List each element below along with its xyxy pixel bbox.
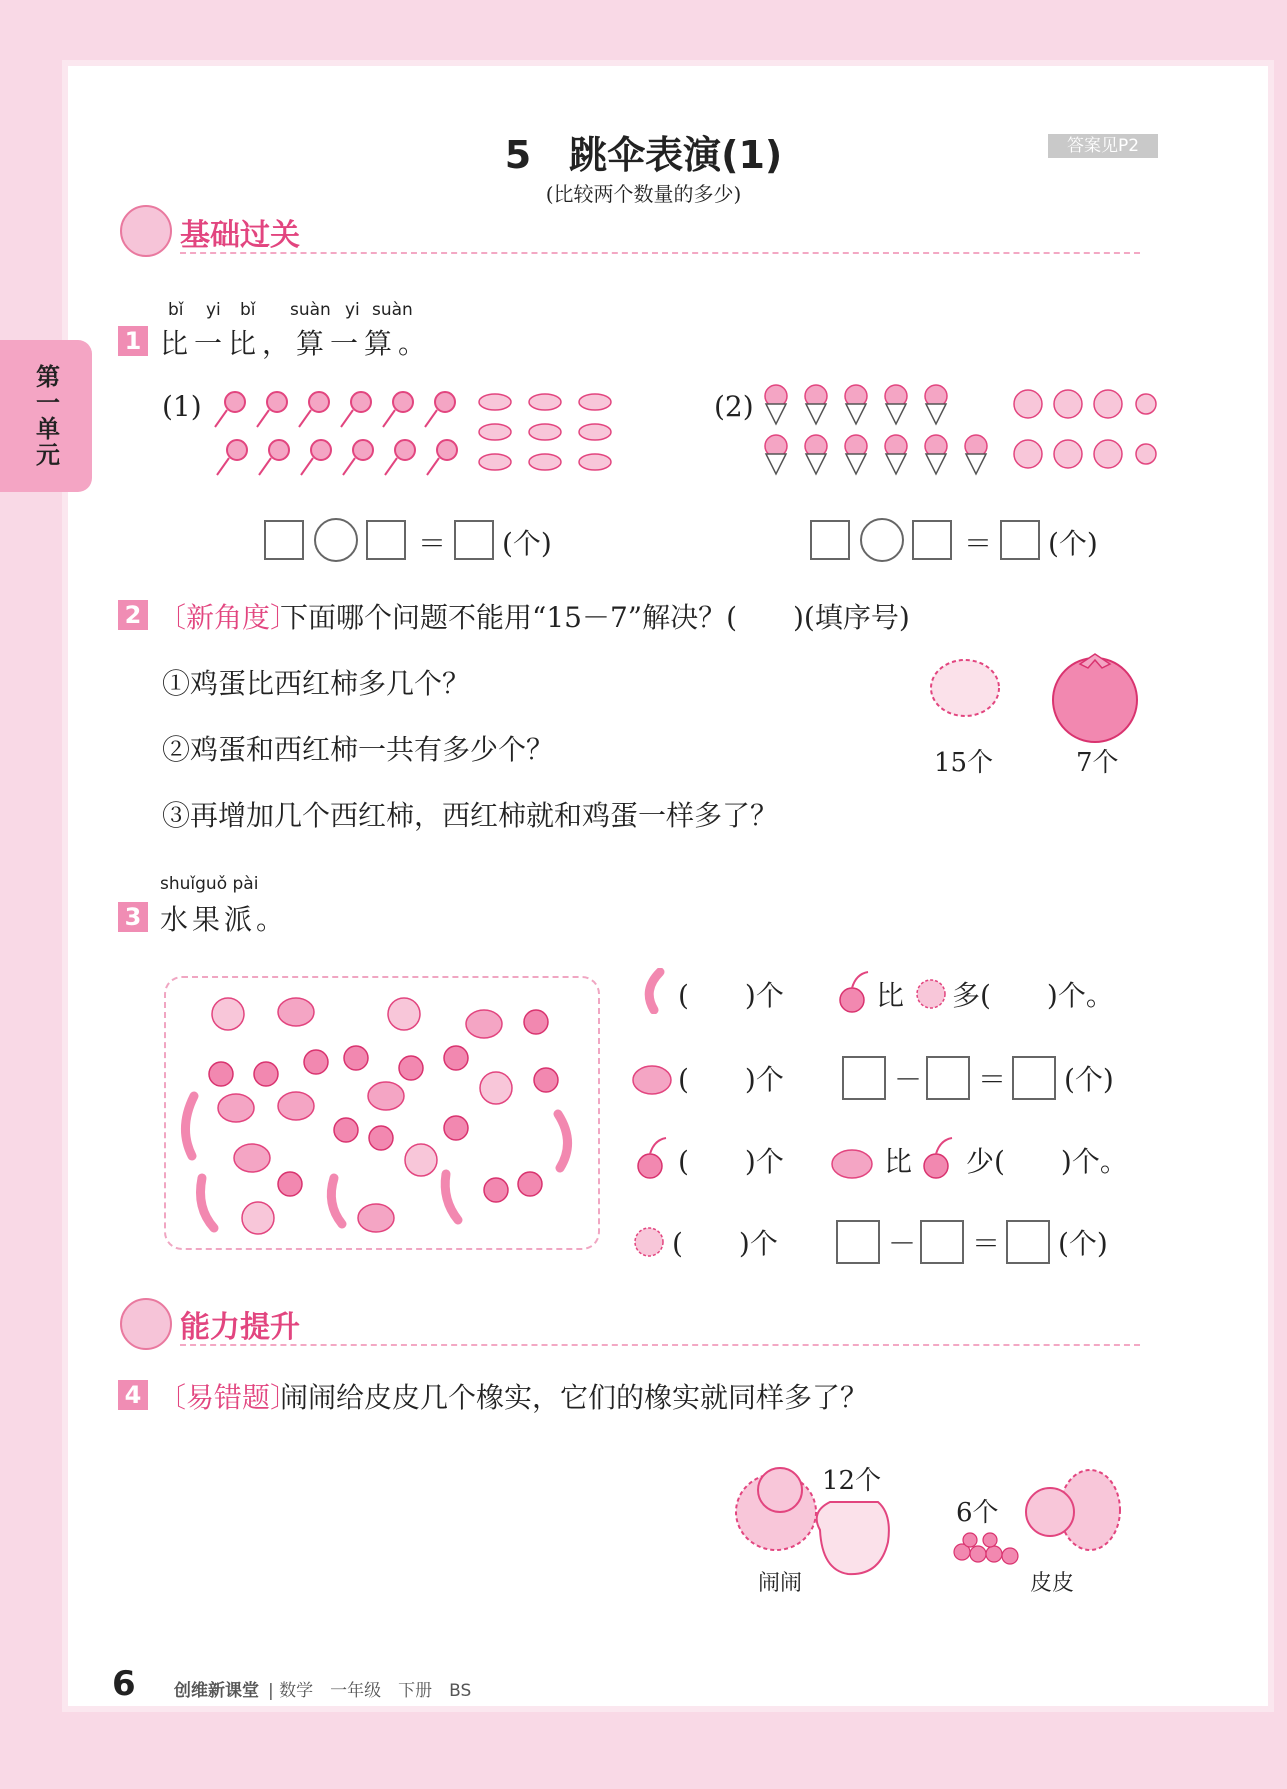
page-number: 6 <box>112 1664 136 1704</box>
section-divider <box>180 1344 1140 1346</box>
q1-equals-sign: ＝ <box>418 527 447 560</box>
egg-count: 15个 <box>934 748 994 778</box>
section-basic-heading: 基础过关 <box>180 218 300 253</box>
section-divider <box>180 252 1140 254</box>
naonao-acorn-count: 12个 <box>822 1466 882 1496</box>
q3-unit: (个) <box>1058 1227 1108 1260</box>
q3-peach-count[interactable]: ( )个 <box>672 1227 778 1260</box>
q2-option-2: ②鸡蛋和西红柿一共有多少个？ <box>162 733 555 766</box>
q2-option-3: ③再增加几个西红柿，西红柿就和鸡蛋一样多了？ <box>162 799 779 832</box>
q3-compare-word: 比 <box>884 1145 913 1178</box>
lollipop-candy-picture <box>205 382 635 482</box>
q1-pinyin-2: yi <box>206 300 221 320</box>
q3-strawberry-count[interactable]: ( )个 <box>678 1063 784 1096</box>
ice-cream-picture <box>758 382 1158 482</box>
q3-answer-box[interactable] <box>842 1056 886 1100</box>
q1-equals-sign: ＝ <box>964 527 993 560</box>
q1-answer-box[interactable] <box>454 520 494 560</box>
peach-icon <box>912 972 950 1012</box>
footer-info: | 数学 一年级 下册 BS <box>268 1681 472 1701</box>
q1-unit: (个) <box>502 527 552 560</box>
q1-operator-circle[interactable] <box>860 518 904 562</box>
lesson-subtitle: (比较两个数量的多少) <box>545 182 742 206</box>
unit-side-tab: 第一单元 <box>0 340 92 492</box>
q1-answer-box[interactable] <box>264 520 304 560</box>
q3-cherry-count[interactable]: ( )个 <box>678 1145 784 1178</box>
q3-unit: (个) <box>1064 1063 1114 1096</box>
q1-operator-circle[interactable] <box>314 518 358 562</box>
footer-brand: 创维新课堂 <box>174 1681 259 1701</box>
mascot-icon <box>120 205 172 257</box>
q3-answer-box[interactable] <box>920 1220 964 1264</box>
q1-pinyin-5: yi <box>345 300 360 320</box>
q1-number: 1 <box>118 326 148 356</box>
peach-icon <box>630 1220 668 1260</box>
cherry-icon <box>918 1132 958 1182</box>
q3-equals-sign: ＝ <box>978 1063 1007 1096</box>
pipi-label: 皮皮 <box>1030 1571 1075 1596</box>
q3-answer-box[interactable] <box>836 1220 880 1264</box>
q1-pinyin-6: suàn <box>372 300 413 320</box>
q1-pinyin-3: bǐ <box>240 300 256 320</box>
lesson-title: 5 跳伞表演(1) <box>504 133 783 177</box>
q3-minus-sign: － <box>888 1227 917 1260</box>
answer-reference-badge: 答案见P2 <box>1048 134 1158 158</box>
q2-tag: 〔新角度〕 <box>158 601 299 634</box>
q2-option-1: ①鸡蛋比西红柿多几个？ <box>162 667 471 700</box>
q1-text: 比一比，算一算。 <box>160 327 433 360</box>
fruit-collection-panel <box>164 976 600 1250</box>
q3-compare-word: 比 <box>876 979 905 1012</box>
q1-answer-box[interactable] <box>366 520 406 560</box>
tomato-icon <box>1040 650 1150 745</box>
q3-number: 3 <box>118 902 148 932</box>
q3-answer-box[interactable] <box>1006 1220 1050 1264</box>
cherry-icon <box>834 966 874 1016</box>
q4-tag: 〔易错题〕 <box>158 1381 299 1414</box>
q3-banana-count[interactable]: ( )个 <box>678 979 784 1012</box>
tomato-count: 7个 <box>1076 748 1119 778</box>
fruit-picture <box>166 978 598 1248</box>
q3-pinyin: shuǐguǒ pài <box>160 874 259 894</box>
mascot-icon <box>120 1298 172 1350</box>
q3-text: 水果派。 <box>160 903 289 936</box>
q4-number: 4 <box>118 1380 148 1410</box>
q3-more-blank[interactable]: 多( )个。 <box>952 979 1114 1012</box>
pipi-acorn-count: 6个 <box>956 1498 999 1528</box>
q3-minus-sign: － <box>894 1063 923 1096</box>
banana-icon <box>638 968 672 1014</box>
q4-text: 闹闹给皮皮几个橡实，它们的橡实就同样多了？ <box>280 1381 869 1414</box>
q2-number: 2 <box>118 600 148 630</box>
q1-answer-box[interactable] <box>1000 520 1040 560</box>
q3-less-blank[interactable]: 少( )个。 <box>966 1145 1128 1178</box>
strawberry-icon <box>630 1058 674 1098</box>
strawberry-icon <box>828 1142 876 1182</box>
naonao-label: 闹闹 <box>758 1571 803 1596</box>
q1-part1-label: (1) <box>162 390 202 423</box>
q1-pinyin-4: suàn <box>290 300 331 320</box>
q1-answer-box[interactable] <box>912 520 952 560</box>
cherry-icon <box>632 1132 672 1182</box>
egg-icon <box>920 650 1010 730</box>
q1-unit: (个) <box>1048 527 1098 560</box>
q3-answer-box[interactable] <box>926 1056 970 1100</box>
q3-equals-sign: ＝ <box>972 1227 1001 1260</box>
q2-text: 下面哪个问题不能用“15－7”解决？( )(填序号) <box>280 601 910 634</box>
q1-part2-label: (2) <box>714 390 754 423</box>
section-advanced-heading: 能力提升 <box>180 1310 300 1345</box>
q1-pinyin-1: bǐ <box>168 300 184 320</box>
q1-answer-box[interactable] <box>810 520 850 560</box>
q3-answer-box[interactable] <box>1012 1056 1056 1100</box>
